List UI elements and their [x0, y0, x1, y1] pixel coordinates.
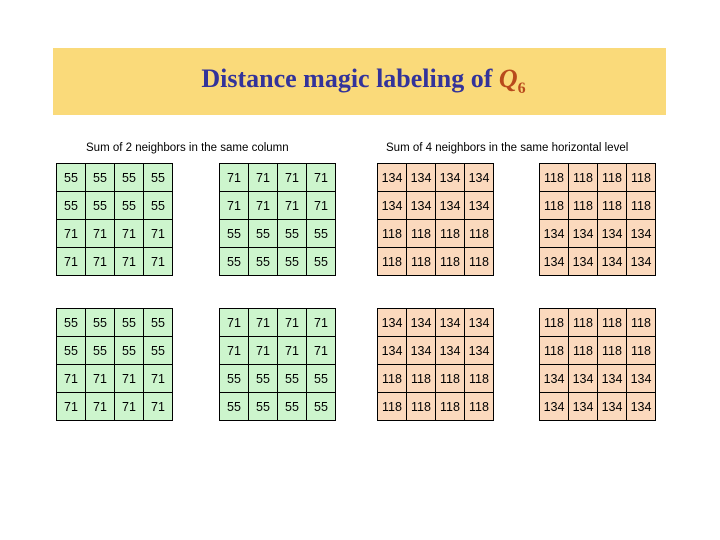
matrix-cell: 134 [407, 164, 436, 192]
matrix-cell: 118 [465, 365, 494, 393]
matrix-cell: 134 [627, 365, 656, 393]
matrix-cell: 71 [220, 192, 249, 220]
matrix-cell: 55 [57, 337, 86, 365]
matrix-cell: 134 [598, 393, 627, 421]
matrix-cell: 71 [249, 192, 278, 220]
matrix-cell: 55 [115, 192, 144, 220]
matrix-row [540, 248, 656, 276]
matrix-cell: 55 [249, 393, 278, 421]
matrix-cell: 118 [407, 393, 436, 421]
matrix-cell: 134 [378, 309, 407, 337]
matrix-cell: 134 [436, 309, 465, 337]
matrix-cell: 55 [278, 220, 307, 248]
matrix-cell: 55 [86, 337, 115, 365]
matrix-cell: 134 [436, 192, 465, 220]
matrix-row [378, 192, 494, 220]
matrix-cell: 118 [540, 337, 569, 365]
matrix-cell: 71 [307, 164, 336, 192]
matrix-cell: 55 [57, 164, 86, 192]
matrix-cell: 134 [540, 220, 569, 248]
matrix-row [540, 220, 656, 248]
matrix-cell: 118 [436, 393, 465, 421]
matrix-cell: 134 [436, 164, 465, 192]
matrix-cell: 55 [57, 309, 86, 337]
matrix-cell: 71 [249, 337, 278, 365]
matrix-cell: 71 [278, 192, 307, 220]
matrix-row [220, 220, 336, 248]
matrix-cell: 55 [278, 248, 307, 276]
matrix-row [57, 337, 173, 365]
matrix-cell: 55 [115, 309, 144, 337]
matrix-cell: 118 [598, 337, 627, 365]
matrix-cell: 134 [569, 248, 598, 276]
matrix-row [57, 192, 173, 220]
title-text: Distance magic labeling of [201, 64, 499, 94]
matrix-cell: 118 [540, 164, 569, 192]
title-banner [53, 48, 666, 115]
matrix-cell: 134 [540, 365, 569, 393]
matrix-cell: 134 [407, 309, 436, 337]
matrix-cell: 55 [57, 192, 86, 220]
matrix-row [378, 248, 494, 276]
matrix-cell: 55 [249, 365, 278, 393]
matrix-cell: 71 [144, 220, 173, 248]
matrix-cell: 118 [378, 365, 407, 393]
matrix-cell: 71 [144, 393, 173, 421]
matrix-cell: 55 [307, 393, 336, 421]
matrix-cell: 134 [378, 192, 407, 220]
matrix-cell: 71 [57, 220, 86, 248]
matrix-row [220, 192, 336, 220]
matrix-cell: 134 [569, 393, 598, 421]
matrix-cell: 55 [144, 164, 173, 192]
matrix-cell: 71 [278, 164, 307, 192]
matrix-cell: 71 [86, 393, 115, 421]
matrix-cell: 71 [115, 365, 144, 393]
matrix-row [220, 309, 336, 337]
matrix-cell: 55 [144, 192, 173, 220]
matrix-1-3 [377, 163, 494, 276]
matrix-row [57, 365, 173, 393]
matrix-cell: 55 [307, 365, 336, 393]
matrix-cell: 118 [598, 192, 627, 220]
matrix-row [220, 248, 336, 276]
matrix-cell: 134 [378, 337, 407, 365]
matrix-1-4 [539, 163, 656, 276]
matrix-cell: 118 [627, 337, 656, 365]
matrix-cell: 118 [378, 393, 407, 421]
matrix-1-2 [219, 163, 336, 276]
matrix-cell: 118 [569, 192, 598, 220]
matrix-cell: 134 [465, 192, 494, 220]
matrix-cell: 71 [249, 309, 278, 337]
matrix-cell: 118 [436, 365, 465, 393]
matrix-row [57, 393, 173, 421]
matrix-cell: 55 [249, 220, 278, 248]
matrix-cell: 55 [278, 393, 307, 421]
matrix-row [378, 309, 494, 337]
matrix-row [378, 393, 494, 421]
matrix-cell: 71 [57, 365, 86, 393]
matrix-cell: 71 [57, 248, 86, 276]
matrix-cell: 55 [307, 220, 336, 248]
matrix-cell: 118 [378, 248, 407, 276]
matrix-row [378, 164, 494, 192]
matrix-row [57, 309, 173, 337]
matrix-cell: 118 [465, 248, 494, 276]
matrix-cell: 71 [115, 220, 144, 248]
matrix-cell: 71 [307, 192, 336, 220]
matrix-row [540, 164, 656, 192]
matrix-2-1 [56, 308, 173, 421]
matrix-cell: 118 [598, 309, 627, 337]
matrix-cell: 55 [278, 365, 307, 393]
matrix-row [57, 220, 173, 248]
matrix-cell: 71 [307, 309, 336, 337]
matrix-cell: 134 [540, 393, 569, 421]
matrix-cell: 134 [407, 337, 436, 365]
matrix-cell: 71 [220, 337, 249, 365]
matrix-cell: 71 [220, 164, 249, 192]
matrix-cell: 71 [86, 220, 115, 248]
matrix-cell: 134 [465, 309, 494, 337]
matrix-cell: 134 [598, 220, 627, 248]
matrix-cell: 55 [220, 365, 249, 393]
matrix-cell: 55 [249, 248, 278, 276]
matrix-cell: 134 [465, 337, 494, 365]
matrix-cell: 55 [86, 309, 115, 337]
matrix-2-2 [219, 308, 336, 421]
matrix-row [540, 337, 656, 365]
matrix-row [540, 393, 656, 421]
matrix-cell: 71 [86, 365, 115, 393]
matrix-cell: 134 [378, 164, 407, 192]
matrix-cell: 118 [465, 393, 494, 421]
matrix-cell: 71 [144, 248, 173, 276]
matrix-cell: 55 [307, 248, 336, 276]
matrix-cell: 71 [86, 248, 115, 276]
matrix-cell: 134 [436, 337, 465, 365]
matrix-cell: 71 [57, 393, 86, 421]
matrix-cell: 55 [144, 309, 173, 337]
page-title [201, 64, 525, 98]
matrix-cell: 55 [144, 337, 173, 365]
matrix-cell: 71 [278, 337, 307, 365]
matrix-cell: 134 [627, 393, 656, 421]
matrix-cell: 71 [220, 309, 249, 337]
matrix-row [57, 164, 173, 192]
matrix-cell: 118 [627, 164, 656, 192]
matrix-cell: 134 [627, 248, 656, 276]
title-variable [498, 64, 526, 98]
matrix-cell: 71 [115, 393, 144, 421]
matrix-cell: 134 [598, 248, 627, 276]
matrix-cell: 55 [220, 393, 249, 421]
matrix-row [378, 220, 494, 248]
matrix-cell: 118 [598, 164, 627, 192]
matrix-cell: 55 [115, 337, 144, 365]
matrix-row [540, 365, 656, 393]
matrix-row [220, 365, 336, 393]
matrix-cell: 118 [436, 220, 465, 248]
matrix-cell: 118 [569, 337, 598, 365]
matrix-cell: 134 [569, 365, 598, 393]
matrix-cell: 118 [378, 220, 407, 248]
matrix-cell: 55 [86, 164, 115, 192]
matrix-row [378, 365, 494, 393]
matrix-cell: 118 [627, 309, 656, 337]
matrix-cell: 134 [569, 220, 598, 248]
matrix-2-3 [377, 308, 494, 421]
matrix-cell: 71 [249, 164, 278, 192]
matrix-row [540, 192, 656, 220]
matrix-cell: 118 [436, 248, 465, 276]
matrix-row [220, 337, 336, 365]
title-var-letter: Q [498, 64, 518, 94]
matrix-cell: 134 [407, 192, 436, 220]
matrix-cell: 118 [407, 248, 436, 276]
matrix-cell: 118 [407, 220, 436, 248]
matrix-1-1 [56, 163, 173, 276]
matrix-row [220, 393, 336, 421]
matrix-cell: 71 [144, 365, 173, 393]
matrix-row [220, 164, 336, 192]
right-section-header: Sum of 4 neighbors in the same horizontal level [386, 142, 629, 154]
matrix-cell: 118 [540, 309, 569, 337]
matrix-cell: 55 [115, 164, 144, 192]
matrix-cell: 134 [598, 365, 627, 393]
matrix-row [57, 248, 173, 276]
matrix-2-4 [539, 308, 656, 421]
matrix-cell: 118 [465, 220, 494, 248]
matrix-cell: 118 [627, 192, 656, 220]
matrix-cell: 118 [569, 164, 598, 192]
matrix-cell: 55 [220, 248, 249, 276]
matrix-cell: 118 [540, 192, 569, 220]
matrix-cell: 118 [569, 309, 598, 337]
matrix-cell: 134 [540, 248, 569, 276]
matrix-cell: 134 [627, 220, 656, 248]
matrix-cell: 118 [407, 365, 436, 393]
matrix-row [378, 337, 494, 365]
matrix-row [540, 309, 656, 337]
matrix-cell: 134 [465, 164, 494, 192]
matrix-cell: 55 [86, 192, 115, 220]
matrix-cell: 55 [220, 220, 249, 248]
title-var-subscript: 6 [517, 80, 526, 98]
matrix-cell: 71 [115, 248, 144, 276]
matrix-cell: 71 [278, 309, 307, 337]
matrix-cell: 71 [307, 337, 336, 365]
left-section-header: Sum of 2 neighbors in the same column [86, 142, 289, 154]
